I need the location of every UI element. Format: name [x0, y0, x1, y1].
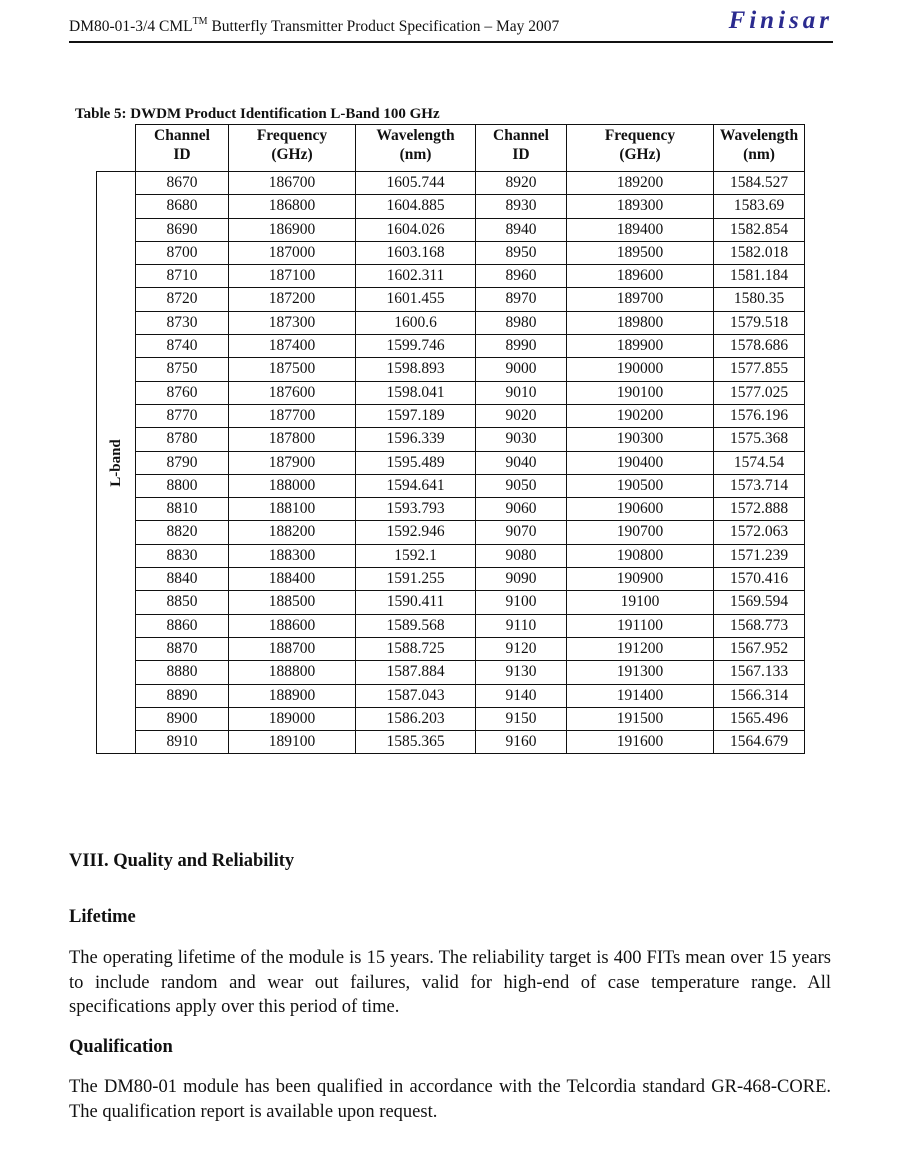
table-cell: 1573.714 — [714, 474, 805, 497]
table-cell: 1572.063 — [714, 521, 805, 544]
table-cell: 191500 — [567, 707, 714, 730]
table-cell: 1604.885 — [356, 195, 476, 218]
table-cell: 9020 — [476, 404, 567, 427]
table-cell: 187400 — [229, 335, 356, 358]
table-cell: 190500 — [567, 474, 714, 497]
table-cell: 8670 — [136, 172, 229, 195]
table-cell: 1596.339 — [356, 428, 476, 451]
table-cell: 1585.365 — [356, 731, 476, 754]
table-cell: 188200 — [229, 521, 356, 544]
table-row — [97, 241, 805, 264]
dwdm-table — [96, 124, 805, 754]
table-cell: 8910 — [136, 731, 229, 754]
table-cell: 9010 — [476, 381, 567, 404]
table-row — [97, 707, 805, 730]
table-row — [97, 358, 805, 381]
table-cell: 1574.54 — [714, 451, 805, 474]
table-cell: 9040 — [476, 451, 567, 474]
table-cell: 8970 — [476, 288, 567, 311]
table-row — [97, 591, 805, 614]
table-row — [97, 172, 805, 195]
table-cell: 9150 — [476, 707, 567, 730]
table-cell: 1566.314 — [714, 684, 805, 707]
table-cell: 1601.455 — [356, 288, 476, 311]
table-cell: 188000 — [229, 474, 356, 497]
table-cell: 1581.184 — [714, 265, 805, 288]
table-cell: 9080 — [476, 544, 567, 567]
section-heading: VIII. Quality and Reliability — [69, 851, 295, 871]
table-caption: Table 5: DWDM Product Identification L-Band 100 GHz — [75, 106, 440, 122]
table-cell: 189300 — [567, 195, 714, 218]
table-cell: 1589.568 — [356, 614, 476, 637]
table-cell: 9050 — [476, 474, 567, 497]
table-row — [97, 731, 805, 754]
table-cell: 189100 — [229, 731, 356, 754]
table-cell: 190900 — [567, 568, 714, 591]
table-cell: 1586.203 — [356, 707, 476, 730]
table-cell: 8770 — [136, 404, 229, 427]
table-cell: 187500 — [229, 358, 356, 381]
table-cell: 190300 — [567, 428, 714, 451]
table-cell: 1593.793 — [356, 498, 476, 521]
table-cell: 9100 — [476, 591, 567, 614]
table-cell: 1565.496 — [714, 707, 805, 730]
table-row — [97, 288, 805, 311]
table-cell: 191600 — [567, 731, 714, 754]
table-cell: 8850 — [136, 591, 229, 614]
table-cell: 1570.416 — [714, 568, 805, 591]
column-header: Wavelength (nm) — [714, 125, 805, 172]
table-cell: 1582.018 — [714, 241, 805, 264]
table-cell: 188800 — [229, 661, 356, 684]
table-cell: 188900 — [229, 684, 356, 707]
table-cell: 1598.893 — [356, 358, 476, 381]
table-cell: 1580.35 — [714, 288, 805, 311]
table-cell: 187300 — [229, 311, 356, 334]
table-cell: 189900 — [567, 335, 714, 358]
table-cell: 190000 — [567, 358, 714, 381]
table-cell: 189800 — [567, 311, 714, 334]
title-text-rest: Butterfly Transmitter Product Specification – May 2007 — [207, 18, 560, 36]
table-cell: 186900 — [229, 218, 356, 241]
table-cell: 9120 — [476, 637, 567, 660]
table-cell: 8680 — [136, 195, 229, 218]
table-cell: 186800 — [229, 195, 356, 218]
table-cell: 8790 — [136, 451, 229, 474]
document-title — [69, 17, 559, 36]
table-cell: 1576.196 — [714, 404, 805, 427]
qualification-paragraph: The DM80-01 module has been qualified in accordance with the Telcordia standard GR-468-CORE. The qualification report is available upon request. — [69, 1077, 831, 1122]
table-cell: 8810 — [136, 498, 229, 521]
header-spacer — [97, 125, 136, 172]
table-cell: 187100 — [229, 265, 356, 288]
table-cell: 8890 — [136, 684, 229, 707]
table-cell: 1568.773 — [714, 614, 805, 637]
table-cell: 1590.411 — [356, 591, 476, 614]
table-cell: 8940 — [476, 218, 567, 241]
table-row — [97, 195, 805, 218]
table-cell: 188400 — [229, 568, 356, 591]
table-row — [97, 568, 805, 591]
table-cell: 1579.518 — [714, 311, 805, 334]
table-cell: 190700 — [567, 521, 714, 544]
table-cell: 1594.641 — [356, 474, 476, 497]
table-cell: 9160 — [476, 731, 567, 754]
table-cell: 8920 — [476, 172, 567, 195]
table-cell: 1595.489 — [356, 451, 476, 474]
table-cell: 8710 — [136, 265, 229, 288]
table-cell: 188600 — [229, 614, 356, 637]
table-cell: 187700 — [229, 404, 356, 427]
table-row — [97, 684, 805, 707]
table-cell: 8740 — [136, 335, 229, 358]
table-header-row — [97, 125, 805, 172]
table-cell: 188100 — [229, 498, 356, 521]
table-cell: 9140 — [476, 684, 567, 707]
table-cell: 1591.255 — [356, 568, 476, 591]
table-cell: 1587.884 — [356, 661, 476, 684]
band-cell — [97, 172, 136, 754]
table-cell: 8930 — [476, 195, 567, 218]
table-cell: 1605.744 — [356, 172, 476, 195]
table-row — [97, 311, 805, 334]
table-row — [97, 218, 805, 241]
table-cell: 1567.133 — [714, 661, 805, 684]
trademark-superscript: TM — [192, 16, 208, 27]
table-cell: 189600 — [567, 265, 714, 288]
column-header: Frequency (GHz) — [567, 125, 714, 172]
table-cell: 1575.368 — [714, 428, 805, 451]
table-cell: 1582.854 — [714, 218, 805, 241]
table-cell: 8800 — [136, 474, 229, 497]
title-text: DM80-01-3/4 CML — [69, 18, 193, 36]
table-cell: 1603.168 — [356, 241, 476, 264]
table-cell: 8830 — [136, 544, 229, 567]
band-label: L-band — [107, 438, 124, 487]
table-cell: 9130 — [476, 661, 567, 684]
table-cell: 190100 — [567, 381, 714, 404]
lifetime-paragraph: The operating lifetime of the module is 15 years. The reliability target is 400 FITs mean over 15 years to include random and wear out failures, valid for high-end of case temperature range. All specifications apply over this period of time. — [69, 948, 831, 1017]
table-row — [97, 614, 805, 637]
table-cell: 187000 — [229, 241, 356, 264]
table-cell: 1572.888 — [714, 498, 805, 521]
table-cell: 1567.952 — [714, 637, 805, 660]
table-cell: 1598.041 — [356, 381, 476, 404]
table-cell: 8860 — [136, 614, 229, 637]
table-cell: 191300 — [567, 661, 714, 684]
table-cell: 1604.026 — [356, 218, 476, 241]
table-cell: 8840 — [136, 568, 229, 591]
table-cell: 1569.594 — [714, 591, 805, 614]
table-cell: 8820 — [136, 521, 229, 544]
table-cell: 1587.043 — [356, 684, 476, 707]
table-cell: 187200 — [229, 288, 356, 311]
table-row — [97, 661, 805, 684]
table-cell: 1588.725 — [356, 637, 476, 660]
table-cell: 8750 — [136, 358, 229, 381]
table-cell: 1577.025 — [714, 381, 805, 404]
table-cell: 8980 — [476, 311, 567, 334]
table-cell: 190800 — [567, 544, 714, 567]
table-row — [97, 428, 805, 451]
table-cell: 191400 — [567, 684, 714, 707]
table-cell: 8900 — [136, 707, 229, 730]
column-header: Channel ID — [136, 125, 229, 172]
table-cell: 1599.746 — [356, 335, 476, 358]
table-cell: 190200 — [567, 404, 714, 427]
column-header: Frequency (GHz) — [229, 125, 356, 172]
table-cell: 1584.527 — [714, 172, 805, 195]
table-cell: 188700 — [229, 637, 356, 660]
table-row — [97, 498, 805, 521]
column-header: Wavelength (nm) — [356, 125, 476, 172]
table-cell: 187800 — [229, 428, 356, 451]
lifetime-heading: Lifetime — [69, 907, 136, 927]
table-cell: 9060 — [476, 498, 567, 521]
table-cell: 191200 — [567, 637, 714, 660]
table-cell: 9000 — [476, 358, 567, 381]
table-row — [97, 381, 805, 404]
table-cell: 1564.679 — [714, 731, 805, 754]
table-cell: 8880 — [136, 661, 229, 684]
table-cell: 9090 — [476, 568, 567, 591]
table-cell: 191100 — [567, 614, 714, 637]
table-cell: 8730 — [136, 311, 229, 334]
table-row — [97, 544, 805, 567]
table-cell: 187900 — [229, 451, 356, 474]
table-cell: 189700 — [567, 288, 714, 311]
table-cell: 188500 — [229, 591, 356, 614]
table-cell: 186700 — [229, 172, 356, 195]
table-cell: 8950 — [476, 241, 567, 264]
table-cell: 8760 — [136, 381, 229, 404]
table-row — [97, 404, 805, 427]
table-row — [97, 265, 805, 288]
table-cell: 187600 — [229, 381, 356, 404]
table-body — [97, 172, 805, 754]
table-cell: 1600.6 — [356, 311, 476, 334]
finisar-logo: Finisar — [728, 7, 833, 34]
table-cell: 9030 — [476, 428, 567, 451]
table-cell: 189200 — [567, 172, 714, 195]
table-cell: 8870 — [136, 637, 229, 660]
table-cell: 190600 — [567, 498, 714, 521]
table-cell: 1592.946 — [356, 521, 476, 544]
table-cell: 8700 — [136, 241, 229, 264]
table-cell: 1578.686 — [714, 335, 805, 358]
table-cell: 9110 — [476, 614, 567, 637]
table-row — [97, 521, 805, 544]
table-cell: 1571.239 — [714, 544, 805, 567]
table-cell: 188300 — [229, 544, 356, 567]
table-cell: 1592.1 — [356, 544, 476, 567]
table-cell: 8780 — [136, 428, 229, 451]
table-cell: 9070 — [476, 521, 567, 544]
table-cell: 8960 — [476, 265, 567, 288]
table-cell: 19100 — [567, 591, 714, 614]
page-header — [69, 7, 833, 43]
table-row — [97, 335, 805, 358]
table-row — [97, 451, 805, 474]
table-cell: 8690 — [136, 218, 229, 241]
table-cell: 1577.855 — [714, 358, 805, 381]
table-cell: 189400 — [567, 218, 714, 241]
table-cell: 1602.311 — [356, 265, 476, 288]
qualification-heading: Qualification — [69, 1037, 173, 1057]
table-cell: 189000 — [229, 707, 356, 730]
column-header: Channel ID — [476, 125, 567, 172]
table-cell: 1583.69 — [714, 195, 805, 218]
table-cell: 8720 — [136, 288, 229, 311]
table-cell: 1597.189 — [356, 404, 476, 427]
table-cell: 8990 — [476, 335, 567, 358]
table-cell: 190400 — [567, 451, 714, 474]
table-cell: 189500 — [567, 241, 714, 264]
table-row — [97, 637, 805, 660]
table-row — [97, 474, 805, 497]
